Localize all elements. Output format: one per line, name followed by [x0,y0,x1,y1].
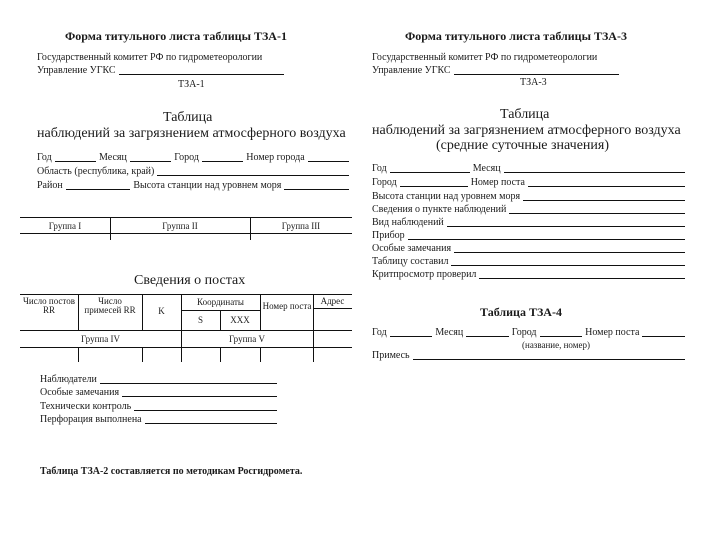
left-table-subtitle: наблюдений за загрязнением атмосферного воздуха [37,126,346,141]
right-table-title: Таблица [500,107,550,122]
left-fields-row-1[interactable] [37,153,352,163]
posts-title: Сведения о постах [134,273,246,288]
t4-fields-row[interactable] [372,328,688,338]
label: Прибор [372,230,405,241]
label: Управление УГКС [372,65,451,76]
label: Особые замечания [372,243,452,254]
signature-observers[interactable] [40,375,280,385]
label: Город [372,177,397,188]
t4-title: Таблица ТЗА-4 [480,305,562,319]
label: Перфорация выполнена [40,414,142,425]
label: Высота станции над уровнем моря [372,191,521,202]
left-code: ТЗА-1 [178,79,205,90]
left-region-field[interactable] [37,167,352,177]
group-header: Группа I [48,221,82,231]
col-s: S [197,315,203,325]
label: Район [37,180,63,191]
label: Номер поста [585,327,640,338]
label: Месяц [472,163,501,174]
right-compiled[interactable] [372,257,688,267]
group-v: Группа V [229,334,265,344]
right-department-field[interactable] [372,66,622,76]
col-posts: Число постов RR [22,296,75,316]
right-committee: Государственный комитет РФ по гидрометеорологии [372,52,598,63]
group-header: Группа II [162,221,198,231]
right-altitude[interactable] [372,192,688,202]
label: Управление УГКС [37,65,116,76]
group-iv: Группа IV [81,334,120,344]
label: Номер города [246,152,305,163]
col-impurities: Число примесей RR [84,296,136,316]
col-k: K [158,306,165,316]
right-point-info[interactable] [372,205,688,215]
left-department-field[interactable] [37,66,287,76]
right-remarks[interactable] [372,244,688,254]
left-footer: Таблица ТЗА-2 составляется по методикам Росгидромета. [40,466,303,477]
right-code: ТЗА-3 [520,77,547,88]
label: Месяц [99,152,127,163]
signature-remarks[interactable] [40,388,280,398]
left-fields-row-3[interactable] [37,181,352,191]
label: Номер поста [470,177,525,188]
label: Область (республика, край) [37,166,155,177]
label: Вид наблюдений [372,217,444,228]
t4-city-hint: (название, номер) [522,340,590,350]
label: Месяц [435,327,464,338]
right-obs-type[interactable] [372,218,688,228]
group-header: Группа III [281,221,321,231]
right-table-subtitle: наблюдений за загрязнением атмосферного воздуха [372,123,681,138]
right-device[interactable] [372,231,688,241]
left-title: Форма титульного листа таблицы ТЗА-1 [65,29,287,43]
label: Примесь [372,350,410,361]
label: Критпросмотр проверил [372,269,477,280]
label: Город [511,327,537,338]
label: Город [174,152,199,163]
signature-perforation[interactable] [40,415,280,425]
right-checked[interactable] [372,270,688,280]
label: Особые замечания [40,387,120,398]
col-post-number: Номер поста [262,301,312,311]
col-address: Адрес [320,296,345,306]
signature-control[interactable] [40,402,280,412]
label: Таблицу составил [372,256,449,267]
label: Сведения о пункте наблюдений [372,204,507,215]
label: Наблюдатели [40,374,97,385]
right-table-note: (средние суточные значения) [436,138,609,153]
right-title: Форма титульного листа таблицы ТЗА-3 [405,29,627,43]
right-city-post[interactable] [372,178,688,188]
label: Год [372,327,387,338]
col-xxx: XXX [230,315,250,325]
left-table-title: Таблица [163,110,213,125]
label: Год [372,163,387,174]
label: Год [37,152,52,163]
col-coords: Координаты [197,297,244,307]
label: Высота станции над уровнем моря [133,180,282,191]
right-year-month[interactable] [372,164,688,174]
left-committee: Государственный комитет РФ по гидрометеорологии [37,52,263,63]
label: Технически контроль [40,401,132,412]
t4-impurity-field[interactable] [372,351,688,361]
